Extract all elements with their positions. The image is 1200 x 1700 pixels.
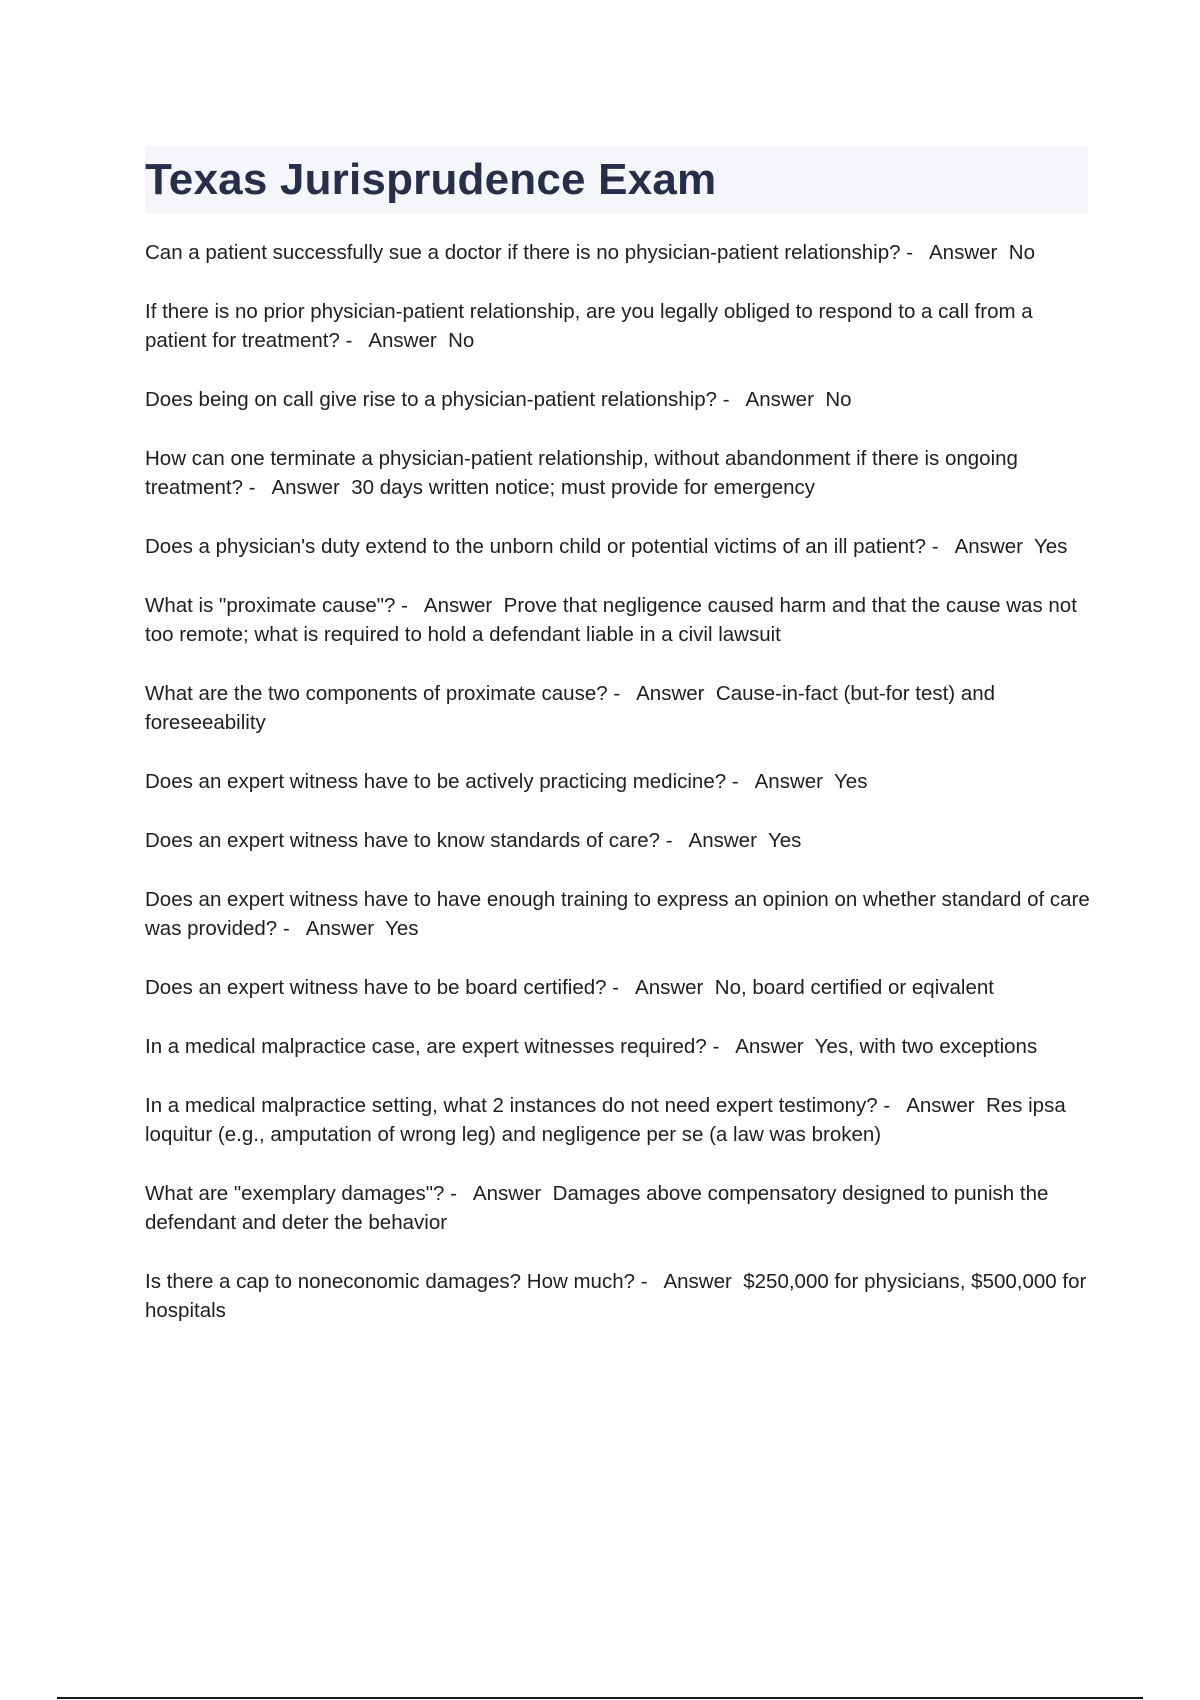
answer-spacer xyxy=(823,770,834,793)
question-text: Does an expert witness have to be actively practicing medicine? xyxy=(145,770,727,793)
answer-text: No, board certified or eqivalent xyxy=(714,976,994,999)
answer-spacer xyxy=(804,1035,815,1058)
qa-item xyxy=(145,679,1095,737)
answer-text: 30 days written notice; must provide for emergency xyxy=(351,476,815,499)
answer-spacer xyxy=(757,829,768,852)
question-answer-separator: - xyxy=(395,594,424,617)
question-answer-separator: - xyxy=(635,1270,664,1293)
page-title: Texas Jurisprudence Exam xyxy=(145,155,717,204)
answer-spacer xyxy=(340,476,351,499)
qa-item xyxy=(145,1179,1095,1237)
question-text: Can a patient successfully sue a doctor if there is no physician-patient relationship? xyxy=(145,241,901,264)
qa-item xyxy=(145,1091,1095,1149)
question-text: Does an expert witness have to have enough training to express an opinion on whether standard of care was provided? xyxy=(145,888,1090,940)
qa-item xyxy=(145,591,1095,649)
qa-item xyxy=(145,385,1095,414)
answer-spacer xyxy=(492,594,503,617)
answer-text: Prove that negligence caused harm and that the cause was not too remote; what is required to hold a defendant liable in a civil lawsuit xyxy=(145,594,1077,646)
answer-spacer xyxy=(975,1094,986,1117)
answer-label: Answer xyxy=(663,1270,732,1293)
answer-label: Answer xyxy=(635,976,704,999)
question-text: In a medical malpractice case, are expert witnesses required? xyxy=(145,1035,707,1058)
answer-spacer xyxy=(1023,535,1034,558)
question-text: Does a physician's duty extend to the unborn child or potential victims of an ill patient? xyxy=(145,535,927,558)
question-answer-separator: - xyxy=(444,1182,473,1205)
answer-text: Res ipsa loquitur (e.g., amputation of wrong leg) and negligence per se (a law was broken) xyxy=(145,1094,1066,1146)
qa-item xyxy=(145,297,1095,355)
qa-item xyxy=(145,767,1095,796)
question-text: Does an expert witness have to be board certified? xyxy=(145,976,607,999)
answer-text: $250,000 for physicians, $500,000 for hospitals xyxy=(145,1270,1087,1322)
answer-text: Damages above compensatory designed to punish the defendant and deter the behavior xyxy=(145,1182,1049,1234)
answer-label: Answer xyxy=(735,1035,804,1058)
answer-label: Answer xyxy=(688,829,757,852)
answer-text: No xyxy=(448,329,475,352)
qa-item xyxy=(145,444,1095,502)
question-answer-separator: - xyxy=(243,476,272,499)
answer-label: Answer xyxy=(368,329,437,352)
answer-spacer xyxy=(997,241,1008,264)
answer-label: Answer xyxy=(423,594,493,617)
answer-spacer xyxy=(732,1270,743,1293)
question-answer-separator: - xyxy=(660,829,689,852)
question-text: Is there a cap to noneconomic damages? How much? xyxy=(145,1270,635,1293)
answer-label: Answer xyxy=(636,682,705,705)
question-text: Does being on call give rise to a physician-patient relationship? xyxy=(145,388,718,411)
question-text: How can one terminate a physician-patient relationship, without abandonment if there is ongoing treatment? xyxy=(145,447,1018,499)
answer-label: Answer xyxy=(305,917,375,940)
question-text: What is "proximate cause"? xyxy=(145,594,396,617)
qa-item xyxy=(145,1267,1095,1325)
qa-item xyxy=(145,238,1095,267)
answer-text: Cause-in-fact (but-for test) and foreseeability xyxy=(145,682,996,734)
question-text: What are "exemplary damages"? xyxy=(145,1182,445,1205)
question-answer-separator: - xyxy=(726,770,755,793)
question-answer-separator: - xyxy=(606,976,636,999)
bottom-divider xyxy=(57,1697,1143,1699)
question-text: If there is no prior physician-patient relationship, are you legally obliged to respond to a call from a patient for treatment? xyxy=(145,300,1033,352)
question-answer-separator: - xyxy=(706,1035,736,1058)
answer-text: No xyxy=(825,388,852,411)
qa-item xyxy=(145,1032,1095,1061)
question-text: What are the two components of proximate cause? xyxy=(145,682,608,705)
qa-item xyxy=(145,973,1095,1002)
answer-text: Yes xyxy=(834,770,868,793)
answer-text: Yes, with two exceptions xyxy=(814,1035,1038,1058)
qa-item xyxy=(145,885,1095,943)
answer-spacer xyxy=(703,976,714,999)
question-answer-separator: - xyxy=(607,682,637,705)
answer-label: Answer xyxy=(271,476,340,499)
answer-text: Yes xyxy=(767,829,802,852)
question-text: Does an expert witness have to know standards of care? xyxy=(145,829,661,852)
question-answer-separator: - xyxy=(717,388,746,411)
question-answer-separator: - xyxy=(277,917,306,940)
answer-text: Yes xyxy=(385,917,419,940)
question-answer-separator: - xyxy=(926,535,955,558)
answer-spacer xyxy=(704,682,715,705)
qa-item xyxy=(145,826,1095,855)
answer-label: Answer xyxy=(472,1182,542,1205)
question-answer-separator: - xyxy=(339,329,369,352)
answer-text: No xyxy=(1008,241,1035,264)
answer-spacer xyxy=(814,388,825,411)
question-answer-separator: - xyxy=(877,1094,907,1117)
qa-list xyxy=(145,238,1095,1355)
answer-spacer xyxy=(541,1182,552,1205)
qa-item xyxy=(145,532,1095,561)
answer-label: Answer xyxy=(906,1094,975,1117)
answer-spacer xyxy=(374,917,385,940)
answer-label: Answer xyxy=(754,770,823,793)
title-bar xyxy=(145,146,1088,213)
question-text: In a medical malpractice setting, what 2 instances do not need expert testimony? xyxy=(145,1094,878,1117)
answer-label: Answer xyxy=(929,241,998,264)
answer-label: Answer xyxy=(745,388,814,411)
answer-label: Answer xyxy=(954,535,1023,558)
answer-spacer xyxy=(437,329,448,352)
question-answer-separator: - xyxy=(900,241,929,264)
answer-text: Yes xyxy=(1033,535,1068,558)
